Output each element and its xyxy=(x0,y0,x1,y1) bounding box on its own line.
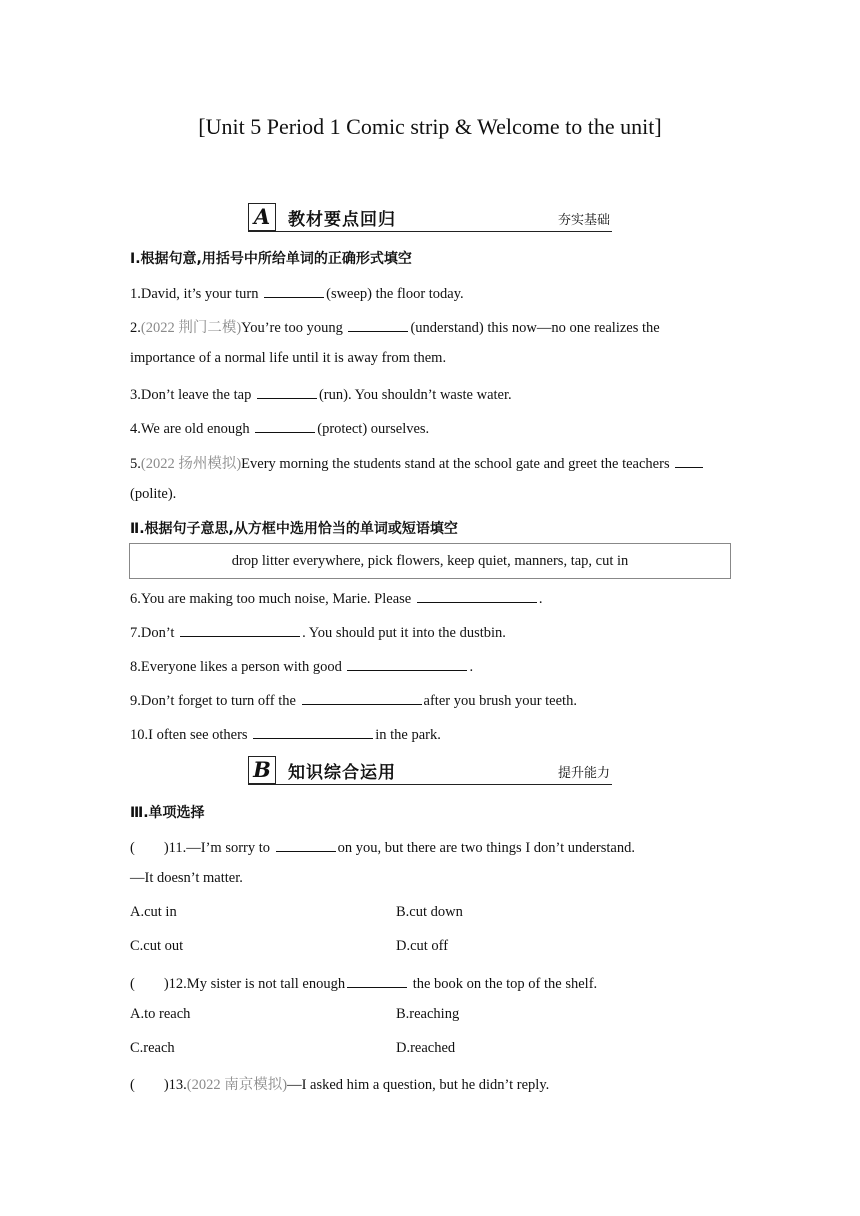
question-11 xyxy=(130,836,635,857)
q4-text: 4.We are old enough xyxy=(130,421,254,437)
question-3 xyxy=(130,384,512,404)
q12-option-d[interactable]: D.reached xyxy=(396,1040,456,1056)
q12-option-b[interactable]: B.reaching xyxy=(396,1006,460,1022)
q9-blank[interactable] xyxy=(302,690,422,705)
q3-text-after: (run). You shouldn’t waste water. xyxy=(318,387,512,403)
part3-heading: Ⅲ.单项选择 xyxy=(130,805,205,821)
q12-option-c[interactable]: C.reach xyxy=(130,1040,175,1056)
page-title: [Unit 5 Period 1 Comic strip & Welcome to the unit] xyxy=(198,114,662,139)
q13-source: (2022 南京模拟) xyxy=(186,1077,288,1093)
q9-text: 9.Don’t forget to turn off the xyxy=(130,693,300,709)
q6-text: 6.You are making too much noise, Marie. Please xyxy=(130,591,415,607)
q10-text: 10.I often see others xyxy=(130,727,252,743)
q6-text-after: . xyxy=(538,591,543,607)
section-a-badge: A xyxy=(248,203,276,231)
q7-text-after: . You should put it into the dustbin. xyxy=(302,625,506,641)
q4-blank[interactable] xyxy=(255,418,315,433)
question-9 xyxy=(130,690,577,710)
q11-option-b[interactable]: B.cut down xyxy=(396,904,463,920)
question-2-cont: importance of a normal life until it is away from them. xyxy=(130,350,447,366)
q7-blank[interactable] xyxy=(180,622,300,637)
question-5-cont: (polite). xyxy=(130,486,177,502)
q12-text: 12.My sister is not tall enough xyxy=(168,976,346,992)
q6-blank[interactable] xyxy=(417,588,537,603)
q12-paren[interactable]: ( ) xyxy=(130,976,169,992)
q8-blank[interactable] xyxy=(347,656,467,671)
section-a-banner xyxy=(248,201,612,232)
q12-option-a[interactable]: A.to reach xyxy=(130,1006,191,1022)
q2-text: You’re too young xyxy=(241,320,347,336)
question-5 xyxy=(130,452,705,473)
q8-text-after: . xyxy=(469,659,474,675)
q2-text-after: (understand) this now—no one realizes the xyxy=(410,320,660,336)
q10-blank[interactable] xyxy=(253,724,373,739)
question-6 xyxy=(130,588,542,608)
question-1 xyxy=(130,283,464,303)
part1-heading: Ⅰ.根据句意,用括号中所给单词的正确形式填空 xyxy=(130,251,412,267)
q11-blank[interactable] xyxy=(276,837,336,852)
q3-text: 3.Don’t leave the tap xyxy=(130,387,255,403)
q11-option-c[interactable]: C.cut out xyxy=(130,938,184,954)
q12-blank[interactable] xyxy=(347,973,407,988)
section-b-banner xyxy=(248,754,612,785)
q11-text-after: on you, but there are two things I don’t understand. xyxy=(337,840,635,856)
word-box: drop litter everywhere, pick flowers, keep quiet, manners, tap, cut in xyxy=(129,543,731,579)
q5-blank[interactable] xyxy=(675,453,703,468)
q10-text-after: in the park. xyxy=(375,727,441,743)
q13-number: 13. xyxy=(168,1077,187,1093)
q13-paren[interactable]: ( ) xyxy=(130,1077,169,1093)
q7-text: 7.Don’t xyxy=(130,625,179,641)
q1-text-after: (sweep) the floor today. xyxy=(326,286,464,302)
question-10 xyxy=(130,724,441,744)
q2-source: (2022 荆门二模) xyxy=(140,320,242,336)
q5-number: 5. xyxy=(130,456,141,472)
q11-option-a[interactable]: A.cut in xyxy=(130,904,177,920)
q4-text-after: (protect) ourselves. xyxy=(317,421,430,437)
section-a-title: 教材要点回归 xyxy=(288,210,396,230)
part2-heading: Ⅱ.根据句子意思,从方框中选用恰当的单词或短语填空 xyxy=(130,521,458,537)
q5-text: Every morning the students stand at the school gate and greet the teachers xyxy=(241,456,674,472)
q11-paren[interactable]: ( ) xyxy=(130,840,169,856)
q5-source: (2022 扬州模拟) xyxy=(140,456,242,472)
q12-text-after: the book on the top of the shelf. xyxy=(409,976,598,992)
q11-reply: —It doesn’t matter. xyxy=(130,870,243,886)
question-12 xyxy=(130,972,597,993)
q3-blank[interactable] xyxy=(257,384,317,399)
section-a-subtitle: 夯实基础 xyxy=(557,213,610,228)
question-13 xyxy=(130,1073,549,1094)
q13-text: —I asked him a question, but he didn’t reply. xyxy=(287,1077,550,1093)
section-b-badge: B xyxy=(248,756,276,784)
question-7 xyxy=(130,622,506,642)
section-b-title: 知识综合运用 xyxy=(288,763,396,783)
q1-text: 1.David, it’s your turn xyxy=(130,286,263,302)
q11-text: 11.—I’m sorry to xyxy=(168,840,274,856)
q2-number: 2. xyxy=(130,320,141,336)
question-8 xyxy=(130,656,473,676)
q1-blank[interactable] xyxy=(264,283,324,298)
question-2 xyxy=(130,316,660,337)
q11-option-d[interactable]: D.cut off xyxy=(396,938,449,954)
section-b-subtitle: 提升能力 xyxy=(557,766,610,781)
q8-text: 8.Everyone likes a person with good xyxy=(130,659,346,675)
q9-text-after: after you brush your teeth. xyxy=(423,693,577,709)
question-4 xyxy=(130,418,429,438)
q2-blank[interactable] xyxy=(348,317,408,332)
